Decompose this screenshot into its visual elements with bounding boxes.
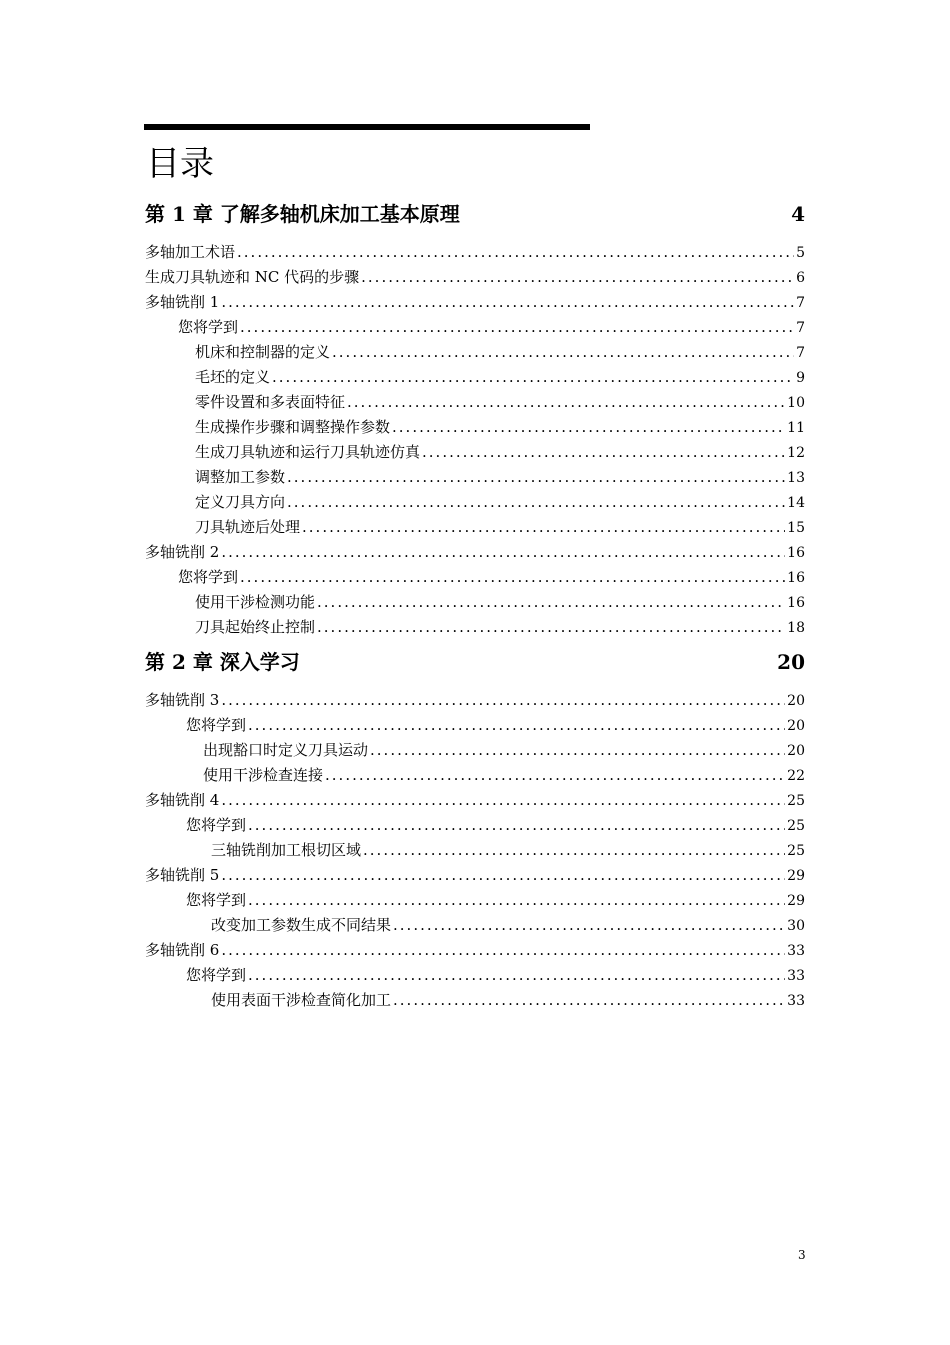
entry-label: 毛坯的定义 (195, 368, 271, 386)
entry-page: 25 (787, 793, 805, 809)
entry-label: 您将学到 (178, 568, 239, 586)
entry-page: 7 (796, 295, 805, 311)
toc-entry[interactable] (203, 765, 805, 786)
dot-leader (392, 417, 785, 437)
dot-leader (240, 317, 794, 337)
entry-label: 您将学到 (186, 966, 247, 984)
toc-entry[interactable] (195, 392, 805, 413)
dot-leader (361, 267, 794, 287)
toc-entry[interactable] (186, 965, 805, 986)
dot-leader (248, 965, 785, 985)
entry-label: 改变加工参数生成不同结果 (211, 916, 392, 934)
entry-label: 生成刀具轨迹和运行刀具轨迹仿真 (195, 443, 421, 461)
dot-leader (221, 690, 785, 710)
dot-leader (370, 740, 785, 760)
toc-entry[interactable] (145, 690, 805, 711)
entry-page: 12 (787, 445, 805, 461)
dot-leader (221, 865, 785, 885)
toc-entry[interactable] (211, 915, 805, 936)
entry-page: 20 (787, 743, 805, 759)
toc-entry[interactable] (145, 790, 805, 811)
entry-page: 25 (787, 843, 805, 859)
chapter-page: 20 (777, 650, 805, 674)
toc-entry[interactable] (145, 865, 805, 886)
dot-leader (248, 715, 785, 735)
entry-label: 多轴铣削 6 (145, 941, 220, 959)
entry-page: 22 (787, 768, 805, 784)
toc-entry[interactable] (186, 715, 805, 736)
toc-entry[interactable] (145, 542, 805, 563)
entry-label: 三轴铣削加工根切区域 (211, 841, 362, 859)
toc-entry[interactable] (186, 815, 805, 836)
toc-entry[interactable] (145, 267, 805, 288)
entry-label: 机床和控制器的定义 (195, 343, 331, 361)
page-number: 3 (798, 1248, 806, 1262)
entry-page: 29 (787, 868, 805, 884)
entry-page: 9 (796, 370, 805, 386)
chapter-heading[interactable] (145, 648, 805, 676)
toc-entry[interactable] (195, 492, 805, 513)
toc-entry[interactable] (145, 242, 805, 263)
entry-page: 7 (796, 320, 805, 336)
toc-entry[interactable] (195, 442, 805, 463)
entry-label: 使用干涉检测功能 (195, 593, 316, 611)
chapter-page: 4 (791, 202, 805, 226)
toc-title: 目录 (146, 144, 214, 184)
toc-entry[interactable] (145, 292, 805, 313)
entry-page: 30 (787, 918, 805, 934)
dot-leader (363, 840, 785, 860)
top-rule (144, 124, 590, 130)
entry-label: 多轴铣削 5 (145, 866, 220, 884)
toc-entry[interactable] (195, 617, 805, 638)
toc-entry[interactable] (195, 592, 805, 613)
entry-page: 16 (787, 545, 805, 561)
entry-label: 多轴铣削 4 (145, 791, 220, 809)
entry-page: 33 (787, 943, 805, 959)
dot-leader (221, 940, 785, 960)
entry-page: 6 (796, 270, 805, 286)
entry-page: 5 (796, 245, 805, 261)
dot-leader (317, 592, 785, 612)
dot-leader (221, 292, 794, 312)
dot-leader (332, 342, 794, 362)
dot-leader (347, 392, 785, 412)
entry-label: 您将学到 (186, 816, 247, 834)
entry-page: 15 (787, 520, 805, 536)
dot-leader (302, 517, 785, 537)
toc-entry[interactable] (178, 317, 805, 338)
chapter-heading[interactable] (145, 200, 805, 228)
dot-leader (393, 990, 785, 1010)
entry-label: 刀具起始终止控制 (195, 618, 316, 636)
entry-label: 使用表面干涉检查简化加工 (211, 991, 392, 1009)
chapter-title: 第 2 章 深入学习 (145, 650, 300, 674)
entry-label: 多轴加工术语 (145, 243, 236, 261)
dot-leader (317, 617, 785, 637)
toc-entry[interactable] (211, 990, 805, 1011)
dot-leader (248, 890, 785, 910)
entry-label: 多轴铣削 2 (145, 543, 220, 561)
toc-entry[interactable] (186, 890, 805, 911)
toc-entry[interactable] (195, 517, 805, 538)
dot-leader (393, 915, 785, 935)
dot-leader (221, 790, 785, 810)
chapter-title: 第 1 章 了解多轴机床加工基本原理 (145, 202, 460, 226)
entry-label: 生成刀具轨迹和 NC 代码的步骤 (145, 268, 360, 286)
entry-page: 13 (787, 470, 805, 486)
entry-page: 25 (787, 818, 805, 834)
toc-entry[interactable] (195, 467, 805, 488)
toc-entry[interactable] (195, 342, 805, 363)
dot-leader (248, 815, 785, 835)
entry-label: 零件设置和多表面特征 (195, 393, 346, 411)
toc-entry[interactable] (145, 940, 805, 961)
dot-leader (272, 367, 794, 387)
entry-label: 多轴铣削 3 (145, 691, 220, 709)
toc-entry[interactable] (211, 840, 805, 861)
entry-label: 使用干涉检查连接 (203, 766, 324, 784)
dot-leader (240, 567, 785, 587)
entry-label: 出现豁口时定义刀具运动 (203, 741, 369, 759)
entry-page: 11 (787, 420, 805, 436)
entry-label: 多轴铣削 1 (145, 293, 220, 311)
entry-label: 您将学到 (186, 891, 247, 909)
entry-page: 29 (787, 893, 805, 909)
entry-page: 33 (787, 993, 805, 1009)
toc-entry[interactable] (195, 417, 805, 438)
entry-page: 7 (796, 345, 805, 361)
dot-leader (287, 492, 785, 512)
entry-label: 刀具轨迹后处理 (195, 518, 301, 536)
dot-leader (422, 442, 785, 462)
dot-leader (221, 542, 785, 562)
entry-label: 您将学到 (186, 716, 247, 734)
entry-label: 定义刀具方向 (195, 493, 286, 511)
entry-page: 20 (787, 693, 805, 709)
entry-page: 14 (787, 495, 805, 511)
entry-page: 20 (787, 718, 805, 734)
entry-page: 16 (787, 570, 805, 586)
toc-entry[interactable] (178, 567, 805, 588)
entry-label: 您将学到 (178, 318, 239, 336)
toc-entry[interactable] (195, 367, 805, 388)
dot-leader (325, 765, 785, 785)
dot-leader (237, 242, 794, 262)
entry-page: 10 (787, 395, 805, 411)
toc-entry[interactable] (203, 740, 805, 761)
entry-label: 生成操作步骤和调整操作参数 (195, 418, 391, 436)
entry-page: 16 (787, 595, 805, 611)
entry-label: 调整加工参数 (195, 468, 286, 486)
entry-page: 33 (787, 968, 805, 984)
dot-leader (287, 467, 785, 487)
entry-page: 18 (787, 620, 805, 636)
